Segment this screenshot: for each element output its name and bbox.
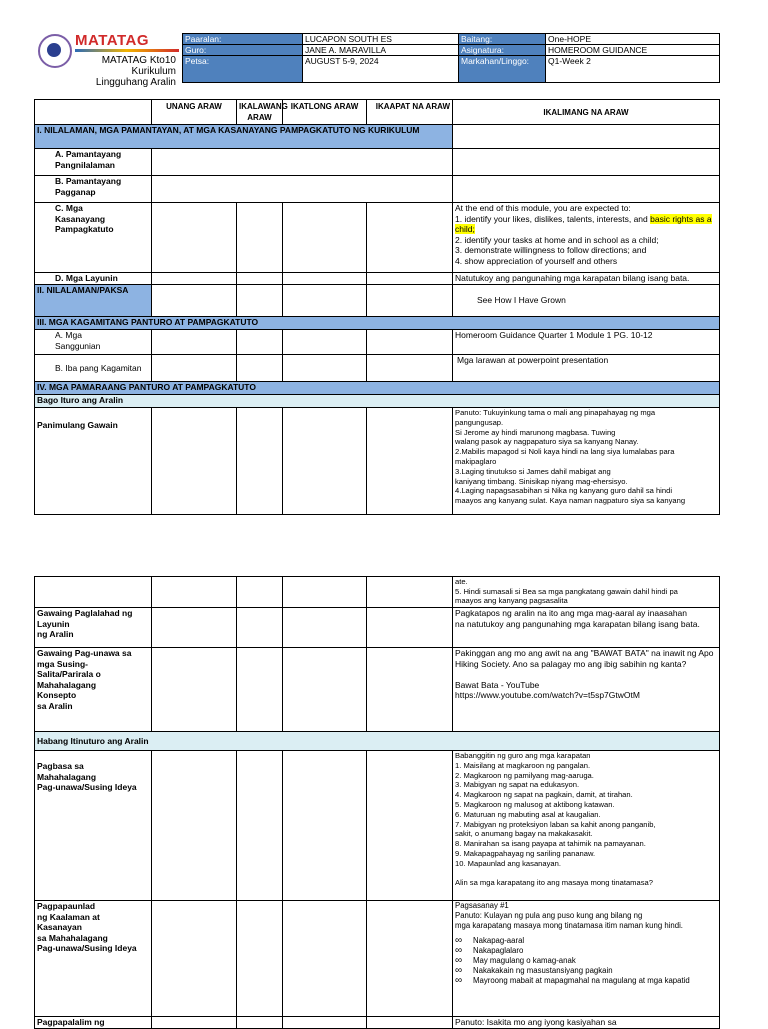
blank-cell [237, 608, 283, 648]
blank-cell [152, 608, 237, 648]
field-label: Asignatura: [459, 45, 546, 56]
pagpapaunlad-content [453, 901, 720, 1017]
heart-item-label: Mayroong mabait at mapagmahal na magulang at mga kapatid [473, 975, 690, 985]
blank-cell [152, 648, 237, 732]
blank-cell [152, 355, 237, 382]
heart-item-label: May magulang o kamag-anak [473, 955, 576, 965]
blank-cell [237, 203, 283, 273]
header-row [183, 45, 720, 56]
kagamitan-content: Mga larawan at powerpoint presentation [453, 355, 720, 382]
heart-item-label: Nakapag-aaral [473, 936, 525, 946]
heart-item [455, 956, 717, 966]
blank-cell [152, 1017, 237, 1029]
blank-cell [367, 408, 453, 515]
blank-cell [237, 285, 283, 317]
field-label: Petsa: [183, 56, 303, 83]
row-pagbasa [35, 751, 720, 901]
kasanayan-text: At the end of this module, you are expected to: 1. identify your likes, dislikes, talents, interests, and [455, 203, 648, 224]
blank-cell [283, 1017, 367, 1029]
blank-cell [237, 355, 283, 382]
blank-cell [152, 577, 237, 608]
header-info-table [182, 33, 720, 83]
paglalahad-content: Pagkatapos ng aralin na ito ang mga mag-aaral ay inaasahan na natutukoy ang pangunahing mga karapatan bilang isang bata. [453, 608, 720, 648]
blank-cell [283, 273, 367, 285]
blank-cell [237, 577, 283, 608]
row-panimula [35, 408, 720, 515]
subsection-row [35, 732, 720, 751]
continuation-content: ate. 5. Hindi sumasali si Bea sa mga pangkatang gawain dahil hindi pa maayos ang kanyang pagsasalita [453, 577, 720, 608]
header-row [183, 56, 720, 83]
day2-header: IKALAWANG ARAW [237, 100, 283, 125]
field-value: AUGUST 5-9, 2024 [303, 56, 459, 83]
blank-cell [283, 330, 367, 355]
heart-item [455, 946, 717, 956]
blank-cell [367, 608, 453, 648]
section-heading-3: III. MGA KAGAMITANG PANTURO AT PAMPAGKATUTO [35, 317, 720, 330]
blank-cell [453, 149, 720, 176]
subsection-heading: Bago Ituro ang Aralin [35, 395, 720, 408]
field-value: LUCAPON SOUTH ES [303, 34, 459, 45]
blank-cell [237, 273, 283, 285]
blank-cell [367, 203, 453, 273]
heart-item-label: Nakapaglalaro [473, 946, 524, 956]
row-label: Pagpapalalim ng [35, 1017, 152, 1029]
blank-cell [453, 125, 720, 149]
field-value: HOMEROOM GUIDANCE [546, 45, 720, 56]
row-kagamitan [35, 355, 720, 382]
layunin-content: Natutukoy ang pangunahing mga karapatan bilang isang bata. [453, 273, 720, 285]
row-label: Panimulang Gawain [35, 408, 152, 515]
field-label: Paaralan: [183, 34, 303, 45]
field-label: Guro: [183, 45, 303, 56]
title-line2: Kurikulum [131, 66, 176, 77]
row-kasanayan [35, 203, 720, 273]
blank-cell [283, 203, 367, 273]
section-heading-4: IV. MGA PAMARAANG PANTURO AT PAMPAGKATUTO [35, 382, 720, 395]
lesson-plan-table-page2 [34, 576, 720, 1029]
blank-cell [453, 176, 720, 203]
blank-cell [367, 330, 453, 355]
blank-cell [367, 273, 453, 285]
section-row [35, 317, 720, 330]
blank-cell [283, 577, 367, 608]
row-paksa [35, 285, 720, 317]
row-label: A. Pamantayang Pangnilalaman [35, 149, 152, 176]
blank-cell [283, 901, 367, 1017]
row-label: Pagpapaunlad ng Kaalaman at Kasanayan sa Mahahalagang Pag-unawa/Susing Ideya [35, 901, 152, 1017]
blank-cell [152, 408, 237, 515]
blank-cell [367, 1017, 453, 1029]
pagsasanay-instructions: Pagsasanay #1 Panuto: Kulayan ng pula ang puso kung ang bilang ng mga karapatang masaya mong tinatamasa itim naman kung hindi. [455, 901, 683, 930]
blank-cell [152, 751, 237, 901]
blank-cell [152, 176, 453, 203]
matatag-logo: MATATAG [75, 32, 150, 49]
logo-underline [75, 49, 179, 52]
row-paglalahad [35, 608, 720, 648]
blank-cell [283, 408, 367, 515]
day1-header: UNANG ARAW [152, 100, 237, 125]
blank-cell [367, 901, 453, 1017]
blank-cell [283, 648, 367, 732]
blank-cell [237, 901, 283, 1017]
blank-cell [283, 608, 367, 648]
day3-header: IKATLONG ARAW [283, 100, 367, 125]
blank-cell [152, 901, 237, 1017]
blank-cell [283, 355, 367, 382]
title-line3: Lingguhang Aralin [95, 77, 176, 88]
row-pangnilalaman [35, 149, 720, 176]
pagbasa-content: Babanggitin ng guro ang mga karapatan 1. Maisilang at magkaroon ng pangalan. 2. Magkaroon ng pamilyang mag-aaruga. 3. Mabigyan ng sapat na edukasyon. 4. Magkaroon ng sapat na pagkain, damit, at tirahan. 5. Magkaroon ng malusog at aktibong katawan. 6. Maturuan ng mabuting asal at kaugalian. 7. Mabigyan ng proteksiyon laban sa kahit anong panganib, sakit, o anumang bagay na makakasakit. 8. Manirahan sa isang payapa at tahimik na pamayanan. 9. Makapagpahayag ng sariling pananaw. 10. Mapaunlad ang kasanayan. Alin sa mga karapatang ito ang masaya mong tinatamasa? [453, 751, 720, 901]
blank-cell [152, 273, 237, 285]
day4-header: IKAAPAT NA ARAW [367, 100, 453, 125]
heart-outline-icon: ∞ [455, 954, 463, 966]
blank-cell [152, 149, 453, 176]
row-sanggunian [35, 330, 720, 355]
pagpapalalim-content: Panuto: Isakita mo ang iyong kasiyahan sa [453, 1017, 720, 1029]
row-pagganap [35, 176, 720, 203]
panimula-content: Panuto: Tukuyinkung tama o mali ang pinapahayag ng mga pangungusap. Si Jerome ay hindi marunong magbasa. Tuwing walang pasok ay nagpapaturo siya sa kanyang Nanay. 2.Mabilis mapagod si Noli kaya hindi na lang siya lumalabas para makipaglaro 3.Laging tinutukso si James dahil mabigat ang kaniyang timbang. Sinisikap niyang mag-ehersisyo. 4.Laging napagsasabihan si Nika ng kanyang guro dahil sa hindi maayos ang kanyang sulat. Kaya naman nagpaturo siya sa kanyang [453, 408, 720, 515]
section-heading-1: I. NILALAMAN, MGA PAMANTAYAN, AT MGA KASANAYANG PAMPAGKATUTO NG KURIKULUM [35, 125, 453, 149]
row-label: Gawaing Paglalahad ng Layunin ng Aralin [35, 608, 152, 648]
blank-cell [237, 1017, 283, 1029]
row-label: B. Iba pang Kagamitan [35, 355, 152, 382]
blank-cell [367, 577, 453, 608]
row-label: C. Mga Kasanayang Pampagkatuto [35, 203, 152, 273]
sanggunian-content: Homeroom Guidance Quarter 1 Module 1 PG. 10-12 [453, 330, 720, 355]
heart-item-label: Nakakakain ng masustansiyang pagkain [473, 965, 613, 975]
field-value: JANE A. MARAVILLA [303, 45, 459, 56]
subsection-heading-habang: Habang Itinuturo ang Aralin [35, 732, 720, 751]
field-value: One-HOPE [546, 34, 720, 45]
heart-outline-icon: ∞ [455, 945, 463, 957]
blank-cell [283, 751, 367, 901]
heart-item [455, 966, 717, 976]
blank-cell [283, 285, 367, 317]
row-layunin [35, 273, 720, 285]
school-logo [38, 34, 72, 68]
blank-cell [237, 648, 283, 732]
heart-item [455, 976, 717, 986]
header-row [183, 34, 720, 45]
kasanayan-highlight: basic rights as a child; [455, 213, 712, 234]
blank-cell [152, 203, 237, 273]
subsection-row [35, 395, 720, 408]
blank-cell [35, 100, 152, 125]
kasanayan-text-rest: 2. identify your tasks at home and in school as a child; 3. demonstrate willingness to follow directions; and 4. show appreciation of yourself and others [455, 234, 659, 266]
row-pagpapalalim [35, 1017, 720, 1029]
row-pagpapaunlad [35, 901, 720, 1017]
section-row [35, 382, 720, 395]
section-heading-2: II. NILALAMAN/PAKSA [35, 285, 152, 317]
blank-cell [237, 408, 283, 515]
field-label: Markahan/Linggo: [459, 56, 546, 83]
paksa-content: See How I Have Grown [453, 285, 720, 317]
blank-cell [237, 330, 283, 355]
pag-unawa-content: Pakinggan ang mo ang awit na ang "BAWAT BATA" na inawit ng Apo Hiking Society. Ano sa palagay mo ang ibig sabihin ng kanta? Bawat Bata - YouTube https://www.youtube.com/watch?v=t5sp7GtwOtM [453, 648, 720, 732]
lesson-plan-table-page1 [34, 99, 720, 515]
field-label: Baitang: [459, 34, 546, 45]
blank-cell [367, 751, 453, 901]
blank-cell [237, 751, 283, 901]
row-label: B. Pamantayang Pagganap [35, 176, 152, 203]
heart-outline-icon: ∞ [455, 935, 463, 947]
kasanayan-content [453, 203, 720, 273]
row-label: Pagbasa sa Mahahalagang Pag-unawa/Susing Ideya [35, 751, 152, 901]
blank-cell [152, 285, 237, 317]
day5-header: IKALIMANG NA ARAW [453, 100, 720, 125]
field-value: Q1-Week 2 [546, 56, 720, 83]
day-header-row [35, 100, 720, 125]
heart-outline-icon: ∞ [455, 964, 463, 976]
heart-outline-icon: ∞ [455, 974, 463, 986]
heart-item [455, 936, 717, 946]
blank-cell [367, 355, 453, 382]
title-line1: MATATAG Kto10 [101, 55, 176, 66]
continuation-row [35, 577, 720, 608]
row-pag-unawa [35, 648, 720, 732]
section-row [35, 125, 720, 149]
blank-cell [35, 577, 152, 608]
row-label: D. Mga Layunin [35, 273, 152, 285]
row-label: Gawaing Pag-unawa sa mga Susing- Salita/Parirala o Mahahalagang Konsepto sa Aralin [35, 648, 152, 732]
blank-cell [152, 330, 237, 355]
row-label: A. Mga Sanggunian [35, 330, 152, 355]
blank-cell [367, 648, 453, 732]
blank-cell [367, 285, 453, 317]
